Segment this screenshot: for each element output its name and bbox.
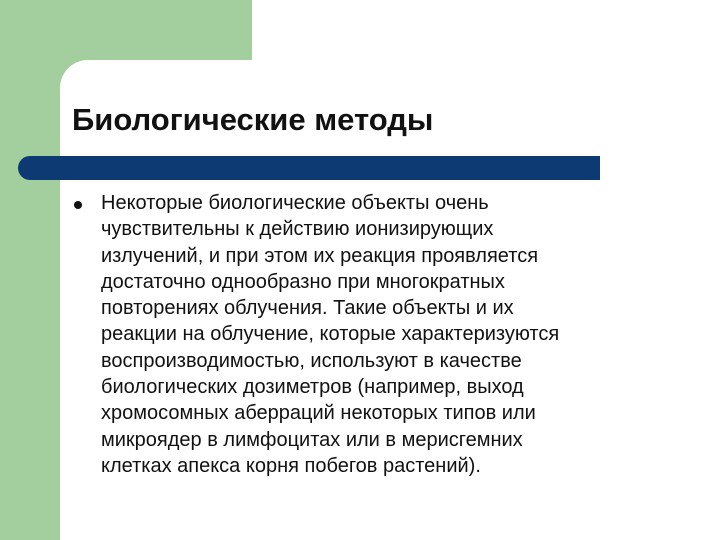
body-line: микроядер в лимфоцитах или в мерисгемних xyxy=(101,428,523,451)
decorative-green-strip xyxy=(0,0,60,540)
title-underline-bar xyxy=(18,156,600,180)
body-line: воспроизводимостью, используют в качестве xyxy=(101,349,522,372)
body-line: клетках апекса корня побегов растений). xyxy=(101,454,481,477)
body-line: чувствительны к действию ионизирующих xyxy=(101,218,494,241)
body-line: биологических дозиметров (например, выход xyxy=(101,376,524,399)
body-line: излучений, и при этом их реакция проявляется xyxy=(101,244,539,267)
body-line: хромосомных аберраций некоторых типов или xyxy=(101,402,536,425)
body-line: достаточно однообразно при многократных xyxy=(101,270,505,293)
body-line: реакции на облучение, которые характеризуются xyxy=(101,323,560,346)
slide-title: Биологические методы xyxy=(72,102,434,137)
bullet-dot-icon xyxy=(74,201,82,209)
body-line: повторениях облучения. Такие объекты и их xyxy=(101,297,514,320)
body-paragraph xyxy=(101,190,671,479)
body-line: Некоторые биологические объекты очень xyxy=(101,192,489,214)
